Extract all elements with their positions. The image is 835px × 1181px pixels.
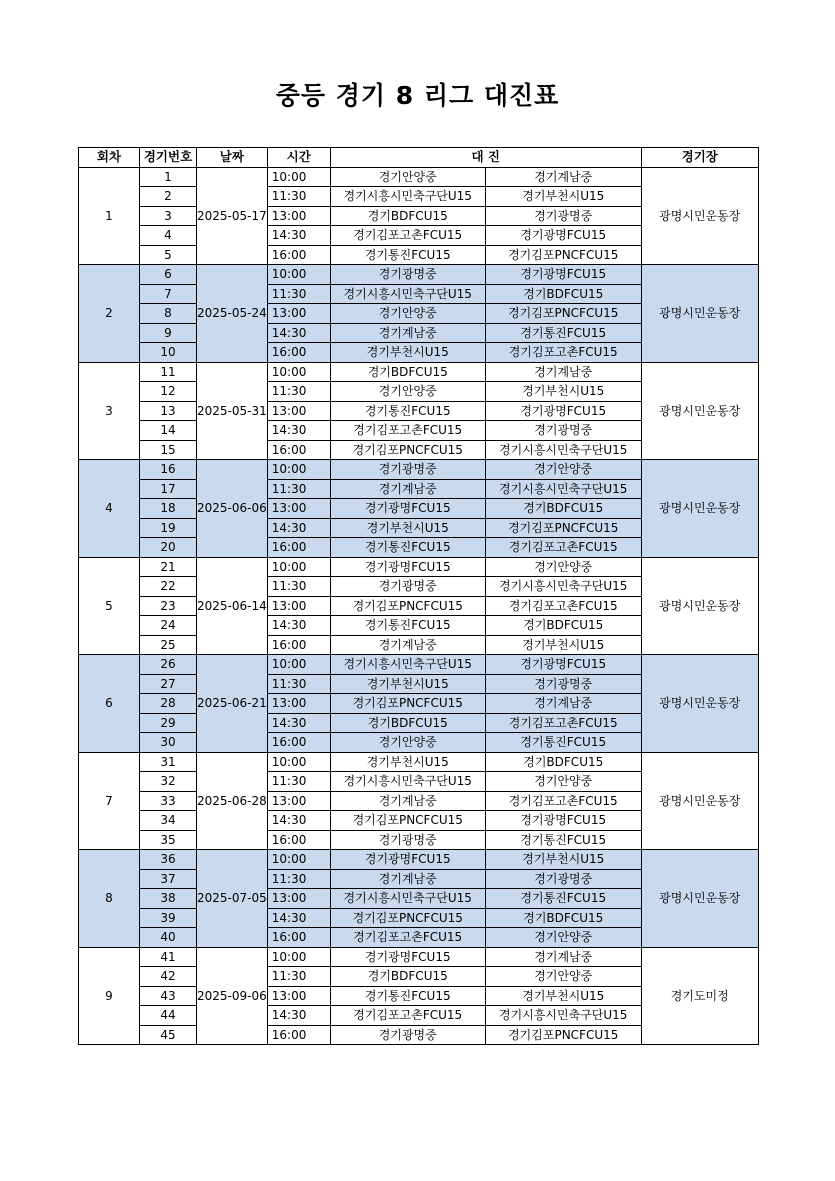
match-no-cell: 35 [140,830,197,850]
match-no-cell: 34 [140,811,197,831]
match-no-cell: 27 [140,674,197,694]
match-no-cell: 3 [140,206,197,226]
round-group [79,947,759,1045]
time-cell: 14:30 [267,518,330,538]
schedule-table [78,147,759,1045]
match-no-cell: 29 [140,713,197,733]
header-match-no: 경기번호 [140,148,197,168]
time-cell: 10:00 [267,557,330,577]
home-team-cell: 경기통진FCU15 [330,401,485,421]
match-no-cell: 31 [140,752,197,772]
match-no-cell: 9 [140,323,197,343]
match-no-cell: 8 [140,304,197,324]
away-team-cell: 경기광명FCU15 [485,226,641,246]
home-team-cell: 경기안양중 [330,167,485,187]
venue-cell: 광명시민운동장 [641,752,758,850]
venue-cell: 광명시민운동장 [641,655,758,753]
away-team-cell: 경기통진FCU15 [485,323,641,343]
match-no-cell: 36 [140,850,197,870]
home-team-cell: 경기계남중 [330,479,485,499]
match-no-cell: 1 [140,167,197,187]
away-team-cell: 경기부천시U15 [485,382,641,402]
time-cell: 13:00 [267,889,330,909]
match-no-cell: 20 [140,538,197,558]
away-team-cell: 경기BDFCU15 [485,752,641,772]
time-cell: 10:00 [267,167,330,187]
away-team-cell: 경기광명중 [485,206,641,226]
away-team-cell: 경기안양중 [485,772,641,792]
match-no-cell: 5 [140,245,197,265]
round-cell: 2 [79,265,140,363]
table-row [79,557,759,577]
time-cell: 14:30 [267,226,330,246]
home-team-cell: 경기안양중 [330,382,485,402]
round-group [79,850,759,948]
home-team-cell: 경기통진FCU15 [330,538,485,558]
header-round: 회차 [79,148,140,168]
date-cell: 2025-07-05 [197,850,268,948]
away-team-cell: 경기BDFCU15 [485,499,641,519]
match-no-cell: 30 [140,733,197,753]
home-team-cell: 경기부천시U15 [330,518,485,538]
away-team-cell: 경기김포고촌FCU15 [485,791,641,811]
away-team-cell: 경기광명FCU15 [485,401,641,421]
round-cell: 9 [79,947,140,1045]
match-no-cell: 17 [140,479,197,499]
away-team-cell: 경기부천시U15 [485,635,641,655]
time-cell: 10:00 [267,947,330,967]
date-cell: 2025-06-28 [197,752,268,850]
away-team-cell: 경기시흥시민축구단U15 [485,1006,641,1026]
time-cell: 11:30 [267,772,330,792]
time-cell: 11:30 [267,674,330,694]
time-cell: 14:30 [267,1006,330,1026]
home-team-cell: 경기BDFCU15 [330,362,485,382]
time-cell: 10:00 [267,460,330,480]
match-no-cell: 11 [140,362,197,382]
match-no-cell: 33 [140,791,197,811]
home-team-cell: 경기광명중 [330,460,485,480]
venue-cell: 광명시민운동장 [641,167,758,265]
match-no-cell: 32 [140,772,197,792]
away-team-cell: 경기안양중 [485,928,641,948]
time-cell: 10:00 [267,362,330,382]
time-cell: 14:30 [267,713,330,733]
time-cell: 16:00 [267,830,330,850]
home-team-cell: 경기김포PNCFCU15 [330,596,485,616]
home-team-cell: 경기김포고촌FCU15 [330,421,485,441]
time-cell: 16:00 [267,733,330,753]
time-cell: 11:30 [267,187,330,207]
home-team-cell: 경기광명중 [330,265,485,285]
match-no-cell: 25 [140,635,197,655]
match-no-cell: 6 [140,265,197,285]
home-team-cell: 경기부천시U15 [330,674,485,694]
round-cell: 1 [79,167,140,265]
header-time: 시간 [267,148,330,168]
away-team-cell: 경기계남중 [485,362,641,382]
date-cell: 2025-09-06 [197,947,268,1045]
match-no-cell: 15 [140,440,197,460]
home-team-cell: 경기계남중 [330,869,485,889]
home-team-cell: 경기시흥시민축구단U15 [330,655,485,675]
match-no-cell: 7 [140,284,197,304]
away-team-cell: 경기통진FCU15 [485,830,641,850]
match-no-cell: 16 [140,460,197,480]
time-cell: 16:00 [267,245,330,265]
match-no-cell: 13 [140,401,197,421]
match-no-cell: 22 [140,577,197,597]
table-row [79,752,759,772]
home-team-cell: 경기계남중 [330,635,485,655]
away-team-cell: 경기김포고촌FCU15 [485,538,641,558]
match-no-cell: 21 [140,557,197,577]
home-team-cell: 경기김포PNCFCU15 [330,440,485,460]
away-team-cell: 경기김포PNCFCU15 [485,304,641,324]
home-team-cell: 경기안양중 [330,304,485,324]
round-cell: 6 [79,655,140,753]
round-cell: 8 [79,850,140,948]
away-team-cell: 경기BDFCU15 [485,284,641,304]
away-team-cell: 경기시흥시민축구단U15 [485,577,641,597]
time-cell: 10:00 [267,655,330,675]
home-team-cell: 경기통진FCU15 [330,616,485,636]
match-no-cell: 14 [140,421,197,441]
home-team-cell: 경기계남중 [330,791,485,811]
match-no-cell: 24 [140,616,197,636]
match-no-cell: 43 [140,986,197,1006]
time-cell: 16:00 [267,1025,330,1045]
round-group [79,460,759,558]
away-team-cell: 경기광명FCU15 [485,265,641,285]
home-team-cell: 경기광명FCU15 [330,557,485,577]
date-cell: 2025-06-14 [197,557,268,655]
away-team-cell: 경기계남중 [485,167,641,187]
away-team-cell: 경기김포PNCFCU15 [485,245,641,265]
home-team-cell: 경기김포고촌FCU15 [330,928,485,948]
home-team-cell: 경기시흥시민축구단U15 [330,889,485,909]
away-team-cell: 경기계남중 [485,947,641,967]
home-team-cell: 경기시흥시민축구단U15 [330,284,485,304]
time-cell: 13:00 [267,694,330,714]
date-cell: 2025-05-24 [197,265,268,363]
venue-cell: 광명시민운동장 [641,362,758,460]
match-no-cell: 12 [140,382,197,402]
away-team-cell: 경기통진FCU15 [485,889,641,909]
home-team-cell: 경기통진FCU15 [330,986,485,1006]
time-cell: 16:00 [267,343,330,363]
away-team-cell: 경기광명중 [485,674,641,694]
home-team-cell: 경기김포PNCFCU15 [330,908,485,928]
venue-cell: 광명시민운동장 [641,557,758,655]
header-venue: 경기장 [641,148,758,168]
home-team-cell: 경기김포PNCFCU15 [330,694,485,714]
away-team-cell: 경기통진FCU15 [485,733,641,753]
away-team-cell: 경기김포PNCFCU15 [485,1025,641,1045]
home-team-cell: 경기광명FCU15 [330,499,485,519]
match-no-cell: 19 [140,518,197,538]
home-team-cell: 경기통진FCU15 [330,245,485,265]
away-team-cell: 경기광명FCU15 [485,655,641,675]
date-cell: 2025-06-21 [197,655,268,753]
time-cell: 16:00 [267,538,330,558]
time-cell: 11:30 [267,479,330,499]
date-cell: 2025-06-06 [197,460,268,558]
match-no-cell: 42 [140,967,197,987]
match-no-cell: 45 [140,1025,197,1045]
away-team-cell: 경기안양중 [485,557,641,577]
venue-cell: 경기도미정 [641,947,758,1045]
away-team-cell: 경기부천시U15 [485,986,641,1006]
round-group [79,362,759,460]
round-cell: 7 [79,752,140,850]
venue-cell: 광명시민운동장 [641,265,758,363]
time-cell: 13:00 [267,499,330,519]
home-team-cell: 경기부천시U15 [330,752,485,772]
match-no-cell: 23 [140,596,197,616]
round-group [79,557,759,655]
time-cell: 13:00 [267,986,330,1006]
time-cell: 11:30 [267,284,330,304]
away-team-cell: 경기부천시U15 [485,187,641,207]
home-team-cell: 경기시흥시민축구단U15 [330,187,485,207]
away-team-cell: 경기김포고촌FCU15 [485,713,641,733]
time-cell: 14:30 [267,421,330,441]
away-team-cell: 경기안양중 [485,967,641,987]
home-team-cell: 경기BDFCU15 [330,206,485,226]
round-group [79,655,759,753]
date-cell: 2025-05-17 [197,167,268,265]
home-team-cell: 경기광명FCU15 [330,850,485,870]
venue-cell: 광명시민운동장 [641,460,758,558]
away-team-cell: 경기광명중 [485,869,641,889]
time-cell: 11:30 [267,382,330,402]
home-team-cell: 경기김포고촌FCU15 [330,226,485,246]
match-no-cell: 37 [140,869,197,889]
away-team-cell: 경기계남중 [485,694,641,714]
time-cell: 14:30 [267,323,330,343]
away-team-cell: 경기김포PNCFCU15 [485,518,641,538]
home-team-cell: 경기계남중 [330,323,485,343]
time-cell: 16:00 [267,440,330,460]
time-cell: 13:00 [267,401,330,421]
header-matchup: 대 진 [330,148,641,168]
round-cell: 3 [79,362,140,460]
header-date: 날짜 [197,148,268,168]
table-row [79,655,759,675]
home-team-cell: 경기광명중 [330,830,485,850]
match-no-cell: 41 [140,947,197,967]
match-no-cell: 4 [140,226,197,246]
match-no-cell: 39 [140,908,197,928]
home-team-cell: 경기부천시U15 [330,343,485,363]
home-team-cell: 경기시흥시민축구단U15 [330,772,485,792]
time-cell: 13:00 [267,304,330,324]
time-cell: 16:00 [267,635,330,655]
away-team-cell: 경기김포고촌FCU15 [485,596,641,616]
table-row [79,850,759,870]
match-no-cell: 10 [140,343,197,363]
time-cell: 16:00 [267,928,330,948]
match-no-cell: 44 [140,1006,197,1026]
time-cell: 14:30 [267,616,330,636]
home-team-cell: 경기김포PNCFCU15 [330,811,485,831]
home-team-cell: 경기BDFCU15 [330,967,485,987]
date-cell: 2025-05-31 [197,362,268,460]
round-group [79,265,759,363]
home-team-cell: 경기광명FCU15 [330,947,485,967]
time-cell: 10:00 [267,265,330,285]
time-cell: 10:00 [267,850,330,870]
header-row [79,148,759,168]
time-cell: 13:00 [267,791,330,811]
time-cell: 11:30 [267,577,330,597]
round-cell: 5 [79,557,140,655]
away-team-cell: 경기안양중 [485,460,641,480]
venue-cell: 광명시민운동장 [641,850,758,948]
round-cell: 4 [79,460,140,558]
away-team-cell: 경기BDFCU15 [485,908,641,928]
away-team-cell: 경기부천시U15 [485,850,641,870]
round-group [79,167,759,265]
time-cell: 14:30 [267,908,330,928]
home-team-cell: 경기안양중 [330,733,485,753]
away-team-cell: 경기BDFCU15 [485,616,641,636]
match-no-cell: 28 [140,694,197,714]
home-team-cell: 경기광명중 [330,1025,485,1045]
away-team-cell: 경기광명중 [485,421,641,441]
time-cell: 11:30 [267,869,330,889]
table-row [79,265,759,285]
match-no-cell: 38 [140,889,197,909]
away-team-cell: 경기시흥시민축구단U15 [485,440,641,460]
time-cell: 10:00 [267,752,330,772]
match-no-cell: 18 [140,499,197,519]
round-group [79,752,759,850]
table-row [79,167,759,187]
away-team-cell: 경기김포고촌FCU15 [485,343,641,363]
home-team-cell: 경기김포고촌FCU15 [330,1006,485,1026]
table-row [79,947,759,967]
match-no-cell: 40 [140,928,197,948]
table-row [79,460,759,480]
away-team-cell: 경기광명FCU15 [485,811,641,831]
page-title: 중등 경기 8 리그 대진표 [275,81,560,110]
match-no-cell: 26 [140,655,197,675]
time-cell: 14:30 [267,811,330,831]
time-cell: 11:30 [267,967,330,987]
table-row [79,362,759,382]
time-cell: 13:00 [267,596,330,616]
match-no-cell: 2 [140,187,197,207]
home-team-cell: 경기광명중 [330,577,485,597]
home-team-cell: 경기BDFCU15 [330,713,485,733]
away-team-cell: 경기시흥시민축구단U15 [485,479,641,499]
time-cell: 13:00 [267,206,330,226]
